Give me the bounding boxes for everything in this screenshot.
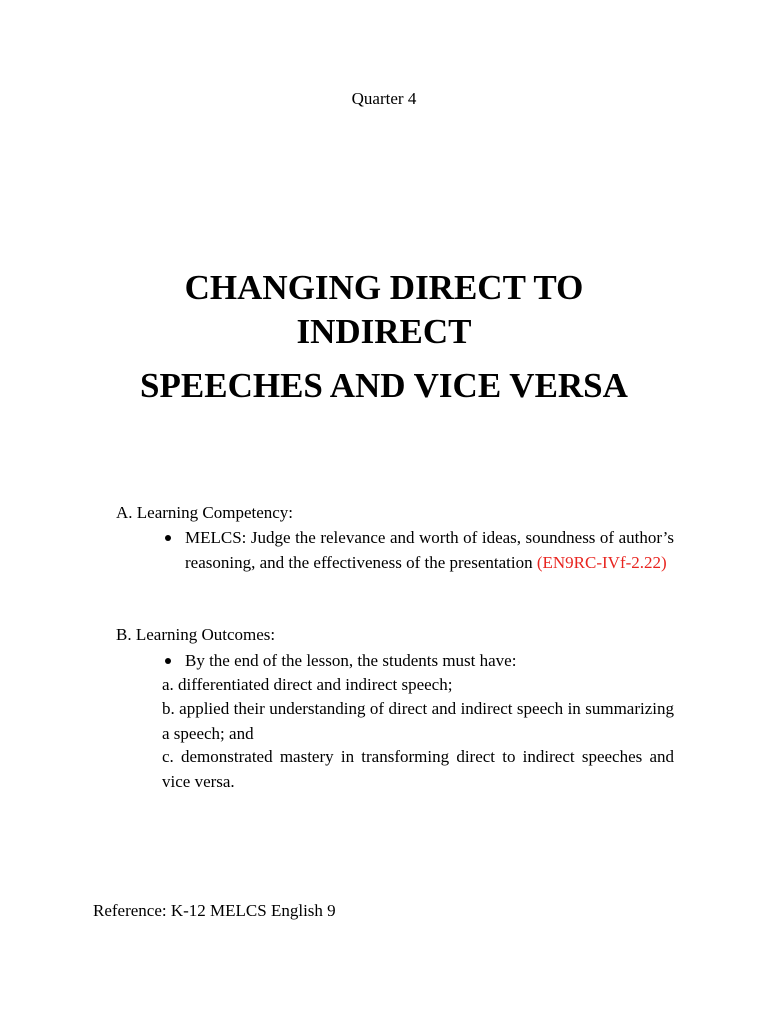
quarter-label: Quarter 4 [351, 89, 417, 108]
competency-heading: A. Learning Competency: [116, 503, 294, 522]
outcomes-intro: By the end of the lesson, the students must have: [185, 651, 517, 670]
outcome-item-b: b. applied their understanding of direct and indirect speech in summarizing a speech; and [162, 699, 674, 743]
title-line-2: INDIRECT [296, 312, 472, 351]
outcome-item-c: c. demonstrated mastery in transforming direct to indirect speeches and vice versa. [162, 747, 674, 791]
competency-code: (EN9RC-IVf-2.22) [536, 552, 667, 572]
competency-text: MELCS: Judge the relevance and worth of ideas, soundness of author’s reasoning, and the effectiveness of the presentation [185, 528, 674, 572]
title-line-1: CHANGING DIRECT TO [184, 268, 584, 307]
bullet-icon [165, 535, 171, 541]
reference-note: Reference: K-12 MELCS English 9 [93, 901, 336, 920]
outcome-item-a: a. differentiated direct and indirect speech; [162, 675, 453, 694]
title-line-3: SPEECHES AND VICE VERSA [140, 366, 628, 405]
competency-bullet [185, 526, 674, 575]
outcomes-heading: B. Learning Outcomes: [116, 625, 276, 644]
bullet-icon [165, 658, 171, 664]
